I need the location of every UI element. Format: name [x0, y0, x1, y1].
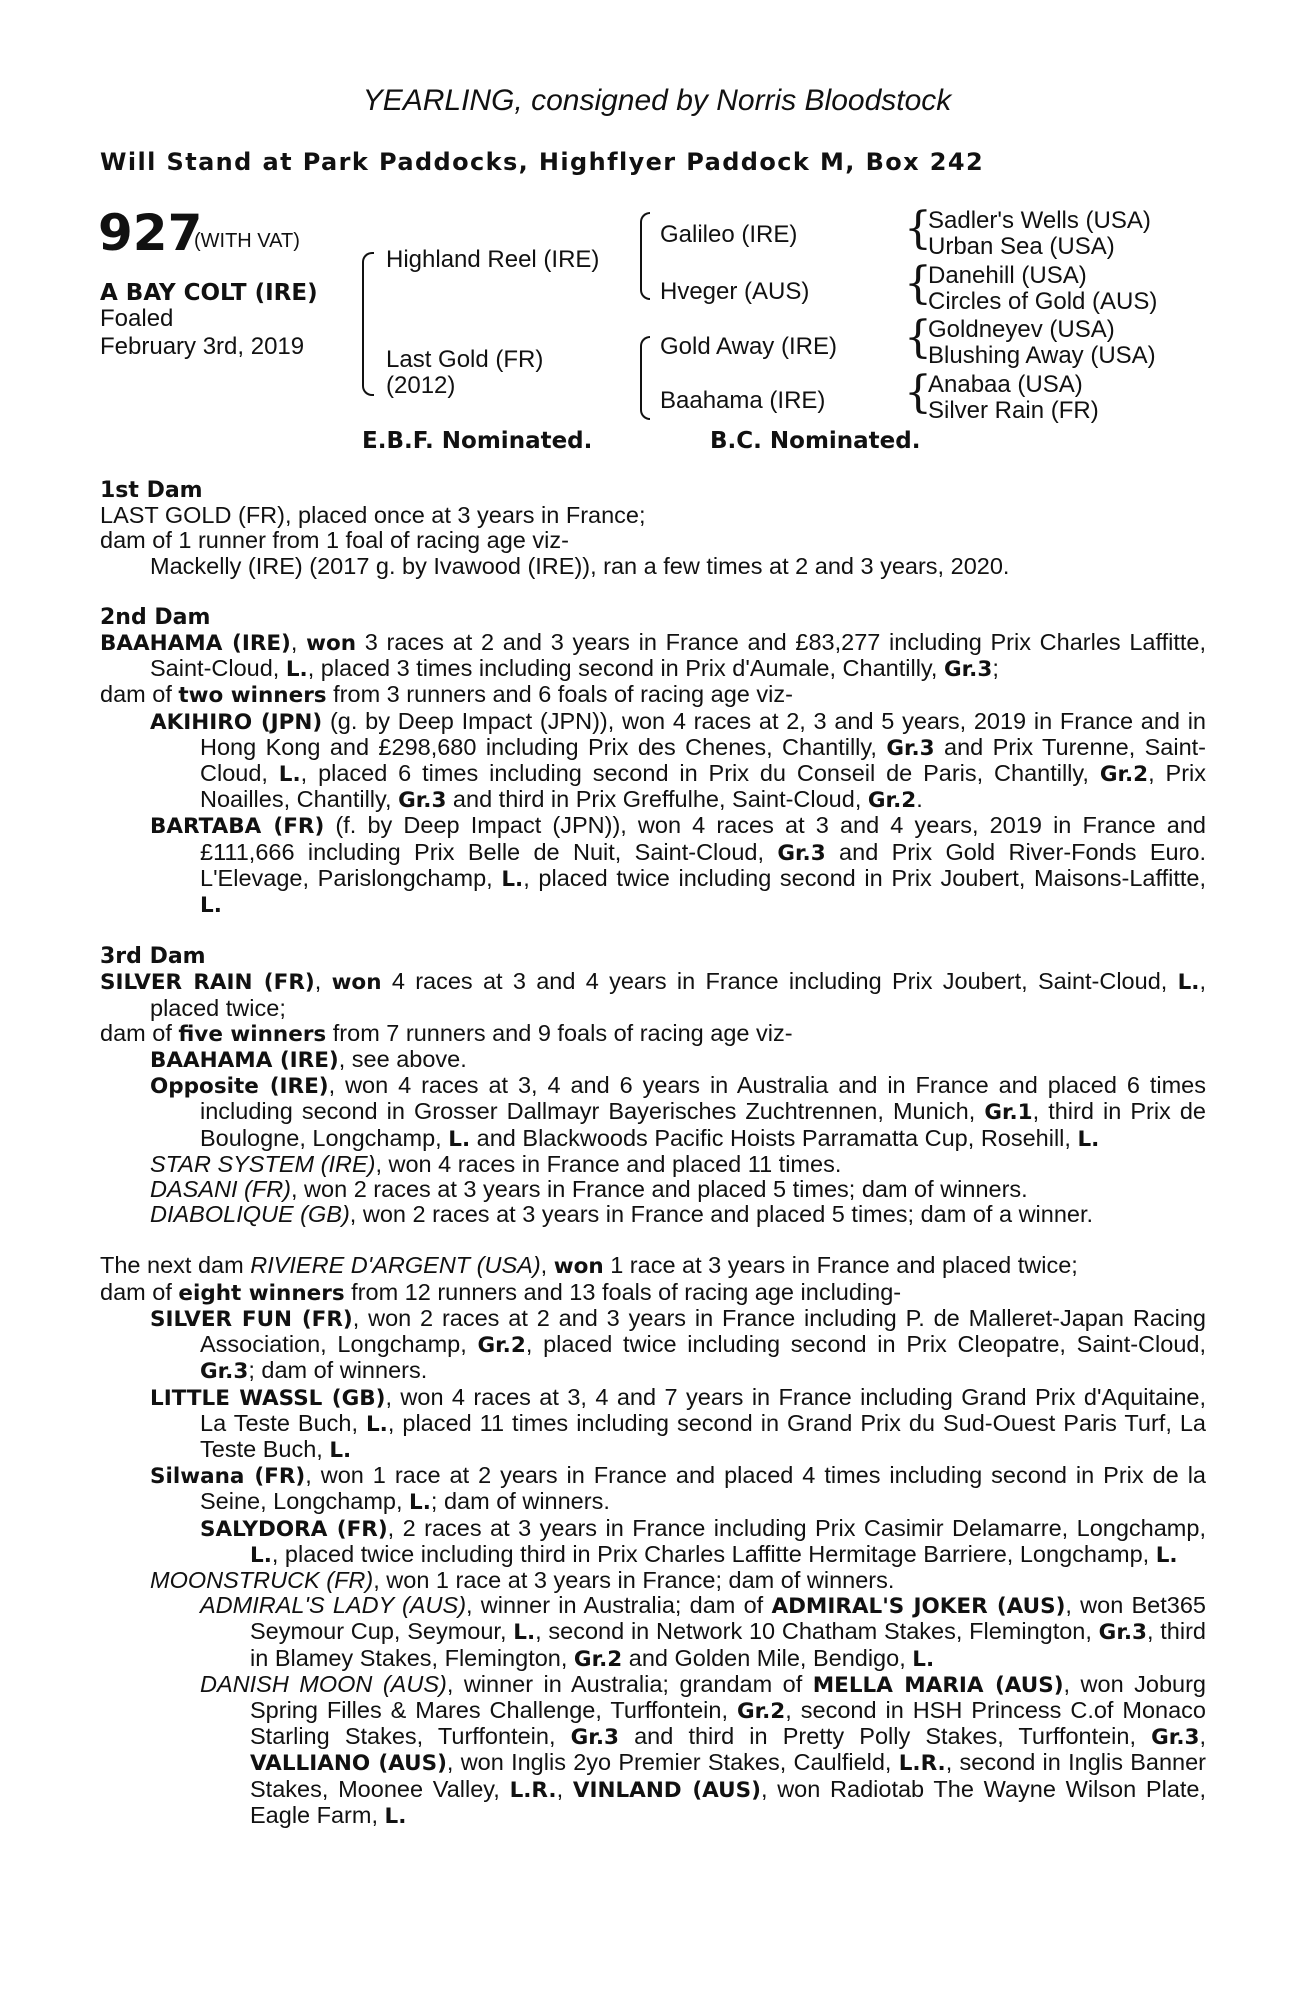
- offspring-diabolique: DIABOLIQUE (GB), won 2 races at 3 years in France and placed 5 times; dam of a winner.: [150, 1201, 1094, 1228]
- ebf-nominated: E.B.F. Nominated.: [362, 428, 593, 454]
- third-dam-record: SILVER RAIN (FR), won 4 races at 3 and 4 years in France including Prix Joubert, Saint-Cloud, L., placed twice;: [100, 968, 1207, 1021]
- pedigree-dam-dam: Baahama (IRE): [660, 387, 826, 414]
- pedigree-g3-3: Danehill (USA): [928, 262, 1087, 289]
- brace-g3-1: {: [904, 203, 932, 254]
- offspring-salydora: SALYDORA (FR), 2 races at 3 years in France including Prix Casimir Delamarre, Longchamp, L., placed twice including third in Prix Charles Laffitte Hermitage Barriere, Longchamp, L.: [200, 1514, 1206, 1568]
- offspring-baahama: BAAHAMA (IRE), see above.: [150, 1046, 467, 1074]
- pedigree-brace-sire: [640, 212, 650, 300]
- foaled-label: Foaled: [100, 305, 174, 332]
- next-dam-produce: dam of eight winners from 12 runners and 13 foals of racing age including-: [100, 1278, 902, 1306]
- pedigree-g3-4: Circles of Gold (AUS): [928, 288, 1158, 315]
- pedigree-g3-1: Sadler's Wells (USA): [928, 207, 1151, 234]
- offspring-silwana: Silwana (FR), won 1 race at 2 years in France and placed 4 times including second in Prix de la Seine, Longchamp, L.; dam of winners.: [150, 1462, 1206, 1516]
- offspring-bartaba: BARTABA (FR) (f. by Deep Impact (JPN)), won 4 races at 3 and 4 years, 2019 in France and £111,666 including Prix Belle de Nuit, Saint-Cloud, Gr.3 and Prix Gold River-Fonds Euro. L'Elevage, Parislongchamp, L., placed twice including second in Prix Joubert, Maisons-Laffitte, L.: [150, 812, 1206, 919]
- bc-nominated: B.C. Nominated.: [710, 428, 921, 454]
- pedigree-g3-2: Urban Sea (USA): [928, 233, 1115, 260]
- brace-g3-2: {: [904, 258, 932, 309]
- stand-location: Will Stand at Park Paddocks, Highflyer Paddock M, Box 242: [100, 148, 985, 176]
- pedigree-sire: Highland Reel (IRE): [386, 246, 600, 273]
- brace-g3-4: {: [904, 367, 932, 418]
- first-dam-line: LAST GOLD (FR), placed once at 3 years in France;: [100, 502, 646, 529]
- pedigree-sire-sire: Galileo (IRE): [660, 221, 798, 248]
- brace-g3-3: {: [904, 312, 932, 363]
- catalogue-body: [100, 478, 1206, 1829]
- pedigree-dam-sire: Gold Away (IRE): [660, 333, 837, 360]
- second-dam-produce: dam of two winners from 3 runners and 6 foals of racing age viz-: [100, 681, 793, 709]
- pedigree-brace-gen1: [362, 252, 374, 396]
- pedigree-brace-dam: [640, 336, 650, 420]
- pedigree-g3-6: Blushing Away (USA): [928, 342, 1156, 369]
- offspring-moonstruck: MOONSTRUCK (FR), won 1 race at 3 years in France; dam of winners.: [150, 1566, 895, 1593]
- second-dam-heading: 2nd Dam: [100, 604, 211, 630]
- lot-description: A BAY COLT (IRE): [100, 280, 318, 306]
- offspring-silver-fun: SILVER FUN (FR), won 2 races at 2 and 3 years in France including P. de Malleret-Japan Racing Association, Longchamp, Gr.2, placed twice including second in Prix Cleopatre, Saint-Cloud, Gr.3; dam of winners.: [150, 1304, 1206, 1385]
- third-dam-produce: dam of five winners from 7 runners and 9 foals of racing age viz-: [100, 1019, 793, 1047]
- first-dam-heading: 1st Dam: [100, 478, 203, 503]
- pedigree-g3-8: Silver Rain (FR): [928, 397, 1099, 424]
- pedigree-sire-dam: Hveger (AUS): [660, 278, 810, 305]
- offspring-dasani: DASANI (FR), won 2 races at 3 years in France and placed 5 times; dam of winners.: [150, 1176, 1028, 1203]
- pedigree-dam-year: (2012): [386, 372, 456, 399]
- offspring-star-system: STAR SYSTEM (IRE), won 4 races in France and placed 11 times.: [150, 1150, 842, 1177]
- offspring-little-wassl: LITTLE WASSL (GB), won 4 races at 3, 4 and 7 years in France including Grand Prix d'Aquitaine, La Teste Buch, L., placed 11 times including second in Grand Prix du Sud-Ouest Paris Turf, La Teste Buch, L.: [150, 1383, 1206, 1463]
- offspring-danish-moon: DANISH MOON (AUS), winner in Australia; grandam of MELLA MARIA (AUS), won Joburg Spring Filles & Mares Challenge, Turffontein, Gr.2, second in HSH Princess C.of Monaco Starling Stakes, Turffontein, Gr.3 and third in Pretty Polly Stakes, Turffontein, Gr.3, VALLIANO (AUS), won Inglis 2yo Premier Stakes, Caulfield, L.R., second in Inglis Banner Stakes, Moonee Valley, L.R., VINLAND (AUS), won Radiotab The Wayne Wilson Plate, Eagle Farm, L.: [200, 1670, 1207, 1829]
- pedigree-g3-5: Goldneyev (USA): [928, 316, 1115, 343]
- offspring-akihiro: AKIHIRO (JPN) (g. by Deep Impact (JPN)), won 4 races at 2, 3 and 5 years, 2019 in France and in Hong Kong and £298,680 including Prix des Chenes, Chantilly, Gr.3 and Prix Turenne, Saint-Cloud, L., placed 6 times including second in Prix du Conseil de Paris, Chantilly, Gr.2, Prix Noailles, Chantilly, Gr.3 and third in Prix Greffulhe, Saint-Cloud, Gr.2.: [150, 707, 1207, 814]
- foaled-date: February 3rd, 2019: [100, 333, 305, 360]
- first-dam-offspring: Mackelly (IRE) (2017 g. by Ivawood (IRE)), ran a few times at 2 and 3 years, 2020.: [150, 552, 1010, 579]
- second-dam-record: BAAHAMA (IRE), won 3 races at 2 and 3 years in France and £83,277 including Prix Charles Laffitte, Saint-Cloud, L., placed 3 times including second in Prix d'Aumale, Chantilly, Gr.3;: [100, 629, 1206, 683]
- vat-label: (WITH VAT): [194, 230, 300, 252]
- first-dam-produce: dam of 1 runner from 1 foal of racing age viz-: [100, 527, 569, 554]
- pedigree-dam: Last Gold (FR): [386, 346, 544, 373]
- next-dam-record: The next dam RIVIERE D'ARGENT (USA), won 1 race at 3 years in France and placed twice;: [100, 1252, 1078, 1280]
- consignment-line: YEARLING, consigned by Norris Bloodstock: [362, 84, 952, 117]
- offspring-opposite: Opposite (IRE), won 4 races at 3, 4 and 6 years in Australia and in France and placed 6 times including second in Grosser Dallmayr Bayerisches Zuchtrennen, Munich, Gr.1, third in Prix de Boulogne, Longchamp, L. and Blackwoods Pacific Hoists Parramatta Cup, Rosehill, L.: [150, 1072, 1206, 1152]
- offspring-admirals-lady: ADMIRAL'S LADY (AUS), winner in Australia; dam of ADMIRAL'S JOKER (AUS), won Bet365 Seymour Cup, Seymour, L., second in Network 10 Chatham Stakes, Flemington, Gr.3, third in Blamey Stakes, Flemington, Gr.2 and Golden Mile, Bendigo, L.: [200, 1592, 1206, 1672]
- lot-number: 927: [98, 204, 203, 262]
- third-dam-heading: 3rd Dam: [100, 944, 206, 970]
- pedigree-g3-7: Anabaa (USA): [928, 371, 1083, 398]
